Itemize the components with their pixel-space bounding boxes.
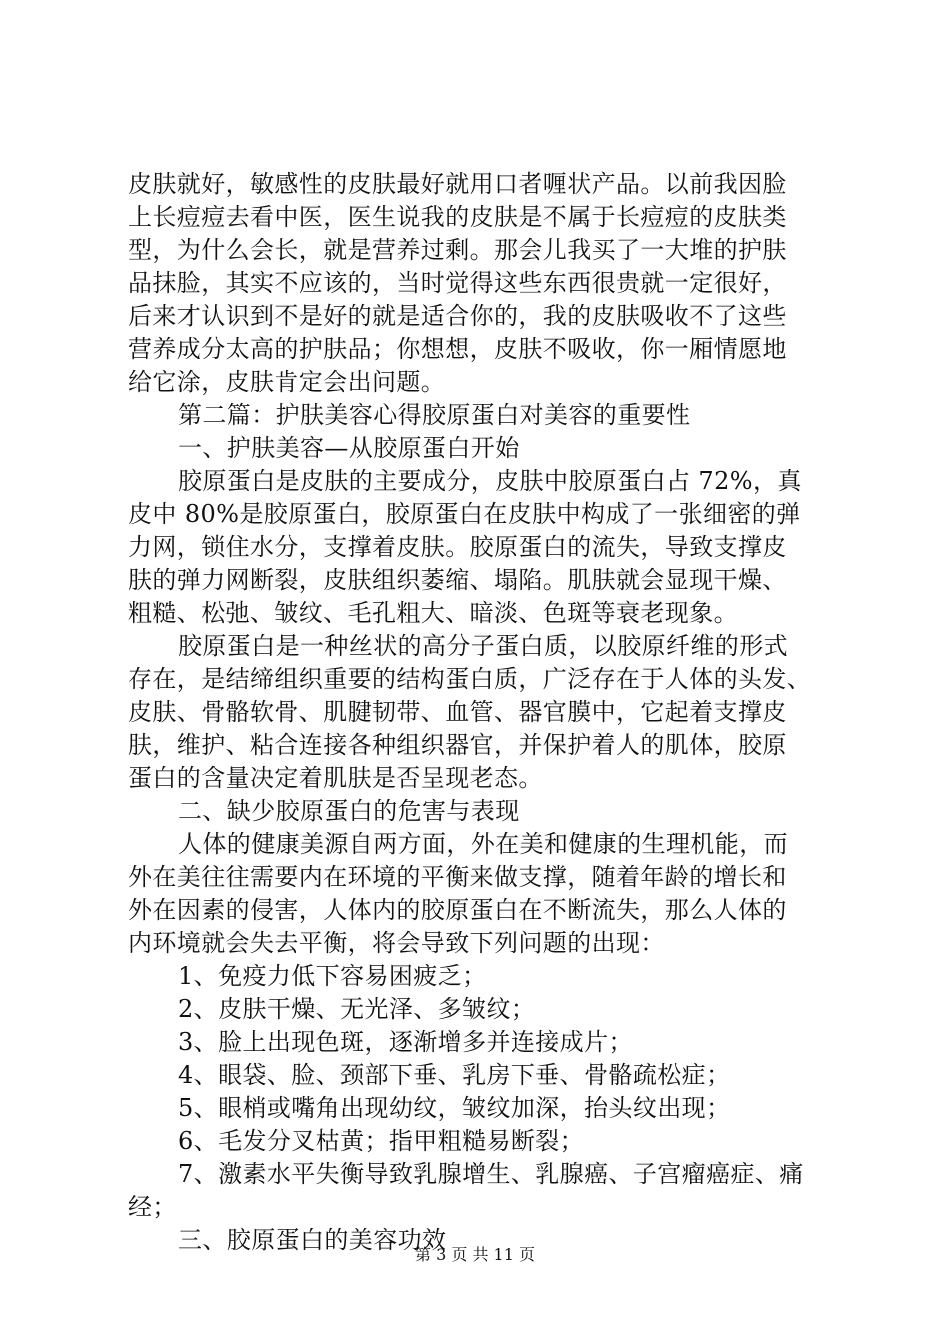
text-line: 胶原蛋白是皮肤的主要成分，皮肤中胶原蛋白占 72%，真	[178, 467, 802, 495]
text-line: 外在因素的侵害，人体内的胶原蛋白在不断流失，那么人体的	[128, 896, 787, 924]
text-line: 皮肤、骨骼软骨、肌腱韧带、血管、器官膜中，它起着支撑皮	[128, 698, 787, 726]
text-line: 内环境就会失去平衡，将会导致下列问题的出现：	[128, 929, 665, 957]
text-line: 5、眼梢或嘴角出现幼纹，皱纹加深，抬头纹出现；	[178, 1094, 731, 1122]
text-line: 上长痘痘去看中医，医生说我的皮肤是不属于长痘痘的皮肤类	[128, 203, 787, 231]
text-line: 后来才认识到不是好的就是适合你的，我的皮肤吸收不了这些	[128, 302, 787, 330]
text-line: 经；	[128, 1193, 177, 1221]
text-line: 第二篇：护肤美容心得胶原蛋白对美容的重要性	[178, 401, 691, 429]
text-line: 2、皮肤干燥、无光泽、多皱纹；	[178, 995, 536, 1023]
text-line: 肤的弹力网断裂，皮肤组织萎缩、塌陷。肌肤就会显现干燥、	[128, 566, 787, 594]
text-line: 胶原蛋白是一种丝状的高分子蛋白质，以胶原纤维的形式	[178, 632, 788, 660]
text-line: 一、护肤美容—从胶原蛋白开始	[178, 434, 520, 462]
text-line: 给它涂，皮肤肯定会出问题。	[128, 368, 446, 396]
text-line: 二、缺少胶原蛋白的危害与表现	[178, 797, 520, 825]
text-line: 营养成分太高的护肤品；你想想，皮肤不吸收，你一厢情愿地	[128, 335, 787, 363]
text-line: 皮肤就好，敏感性的皮肤最好就用口者喱状产品。以前我因脸	[128, 170, 787, 198]
text-line: 蛋白的含量决定着肌肤是否呈现老态。	[128, 764, 543, 792]
document-body	[128, 168, 840, 1257]
text-line: 4、眼袋、脸、颈部下垂、乳房下垂、骨骼疏松症；	[178, 1061, 731, 1089]
text-line: 人体的健康美源自两方面，外在美和健康的生理机能，而	[178, 830, 788, 858]
text-line: 型，为什么会长，就是营养过剩。那会儿我买了一大堆的护肤	[128, 236, 787, 264]
text-line: 肤，维护、粘合连接各种组织器官，并保护着人的肌体，胶原	[128, 731, 787, 759]
text-line: 6、毛发分叉枯黄；指甲粗糙易断裂；	[178, 1127, 585, 1155]
text-line: 品抹脸，其实不应该的，当时觉得这些东西很贵就一定很好，	[128, 269, 787, 297]
text-line: 粗糙、松弛、皱纹、毛孔粗大、暗淡、色斑等衰老现象。	[128, 599, 738, 627]
page-footer: 第 3 页 共 11 页	[415, 1245, 535, 1264]
text-line: 存在，是结缔组织重要的结构蛋白质，广泛存在于人体的头发、	[128, 665, 812, 693]
text-line: 力网，锁住水分，支撑着皮肤。胶原蛋白的流失，导致支撑皮	[128, 533, 787, 561]
text-line: 三、胶原蛋白的美容功效	[178, 1226, 447, 1254]
text-line: 外在美往往需要内在环境的平衡来做支撑，随着年龄的增长和	[128, 863, 787, 891]
text-line: 1、免疫力低下容易困疲乏；	[178, 962, 487, 990]
text-line: 皮中 80%是胶原蛋白，胶原蛋白在皮肤中构成了一张细密的弹	[128, 500, 801, 528]
text-line: 3、脸上出现色斑，逐渐增多并连接成片；	[178, 1028, 633, 1056]
text-line: 7、激素水平失衡导致乳腺增生、乳腺癌、子宫瘤癌症、痛	[178, 1160, 804, 1188]
